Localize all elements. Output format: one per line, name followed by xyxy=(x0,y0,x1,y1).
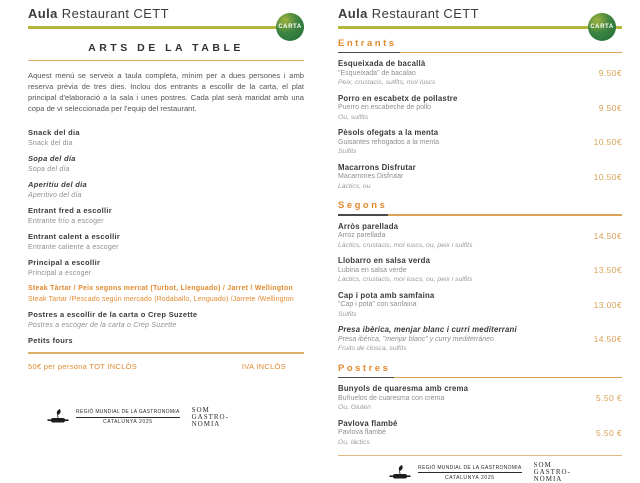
list-item xyxy=(28,207,304,227)
dish-name: Macarrons Disfrutar xyxy=(338,162,416,172)
header-rule xyxy=(28,26,304,29)
dish-name: Presa ibèrica, menjar blanc i curri mediterrani xyxy=(338,325,517,334)
leaf-pan-icon xyxy=(47,408,71,426)
dish-row xyxy=(338,222,622,251)
dish-translation: "Cap i pota" con sanfaina xyxy=(338,301,417,308)
section-title: Entrants xyxy=(338,37,397,49)
footer-logos xyxy=(0,407,276,428)
restaurant-title xyxy=(28,6,304,21)
section-segons xyxy=(338,200,622,354)
dish-allergens: Làctics, crustacis, mol·luscs, ou, peix i sulfits xyxy=(338,276,473,283)
dish-price: 10.50€ xyxy=(593,171,622,182)
course-list xyxy=(28,129,304,346)
dish-row xyxy=(338,94,622,123)
region-line1: REGIÓ MUNDIAL DE LA GASTRONOMIA xyxy=(76,409,180,418)
dish-allergens: Fruits de closca, sulfits xyxy=(338,345,407,352)
dish-allergens: Ou, sulfits xyxy=(338,113,369,121)
dish-allergens: Sulfits xyxy=(338,310,357,318)
dish-name: Pavlova flambé xyxy=(338,418,398,428)
dish-translation: Arroz parellada xyxy=(338,232,386,239)
course-translation: Principal a escoger xyxy=(28,270,92,277)
dish-name: Cap i pota amb samfaina xyxy=(338,290,435,300)
list-item xyxy=(28,129,304,149)
dish-row xyxy=(338,291,622,320)
dish-name: Porro en escabetx de pollastre xyxy=(338,93,458,103)
region-line2: CATALUNYA 2025 xyxy=(103,419,153,425)
brand-bold: Aula xyxy=(28,6,58,21)
brand-rest: Restaurant CETT xyxy=(61,6,169,21)
title-rule xyxy=(28,60,304,62)
dish-price: 9.50€ xyxy=(598,68,622,79)
dish-row xyxy=(338,128,622,157)
page-right xyxy=(338,6,622,483)
course-translation: Steak Tartar /Pescado según mercado (Rodaballo, Lenguado) /Jarrete /Wellington xyxy=(28,296,294,303)
dish-price: 14.50€ xyxy=(593,230,622,241)
dish-name: Esqueixada de bacallà xyxy=(338,59,426,68)
page-left xyxy=(28,6,304,428)
dish-allergens: Làctics, crustacis, mol·luscs, ou, peix i sulfits xyxy=(338,241,473,249)
list-item xyxy=(28,259,304,279)
course-name: Snack del dia xyxy=(28,128,80,137)
header-rule xyxy=(338,26,622,29)
dish-translation: Lubina en salsa verde xyxy=(338,266,407,274)
region-logo xyxy=(389,464,522,482)
list-item xyxy=(28,311,304,331)
dish-translation: Buñuelos de cuaresma con crema xyxy=(338,394,445,402)
menu-title: ARTS DE LA TABLE xyxy=(88,41,244,54)
course-translation: Sopa del día xyxy=(28,166,70,173)
course-name: Principal a escollir xyxy=(28,258,101,267)
section-title: Segons xyxy=(338,200,388,211)
dish-row xyxy=(338,59,622,88)
course-name: Petits fours xyxy=(28,336,73,345)
dish-translation: "Esqueixada" de bacalao xyxy=(338,69,416,77)
menu-intro: Aquest menú se serveix a taula completa, mínim per a dues persones i amb reserva prèvia de tres dies. Inclou dos entrants a escollir de la carta, el plat principal d'elaboració a la sala i unes postres. Cada plat serà maridat amb una copa de vi seleccionada per l'equip del restaurant. xyxy=(28,71,304,113)
dish-allergens: Peix, crustacis, sulfits, mol·luscs xyxy=(338,79,436,86)
carta-badge xyxy=(276,13,304,41)
list-item xyxy=(28,337,304,346)
dish-row xyxy=(338,384,622,413)
dish-price: 10.50€ xyxy=(593,137,622,148)
course-name: Entrant fred a escollir xyxy=(28,206,113,215)
section-rule xyxy=(338,214,622,216)
course-name: Aperitiu del dia xyxy=(28,180,87,189)
som-gastronomia-logo: SOM GASTRO- NOMIA xyxy=(191,405,229,428)
som-gastronomia-logo: SOM GASTRO- NOMIA xyxy=(533,461,571,483)
section-rule xyxy=(338,52,622,54)
brand-rest: Restaurant CETT xyxy=(371,6,479,21)
brand-bold: Aula xyxy=(338,6,368,21)
course-translation: Snack del dia xyxy=(28,140,73,147)
carta-badge-label: CARTA xyxy=(278,24,302,30)
dish-price: 9.50€ xyxy=(598,102,622,113)
dish-allergens: Ou, làctics xyxy=(338,438,370,446)
list-item xyxy=(28,181,304,201)
dish-name: Bunyols de quaresma amb crema xyxy=(338,384,469,393)
dish-row xyxy=(338,256,622,285)
dish-allergens: Sulfits xyxy=(338,148,357,155)
dish-price: 14.50€ xyxy=(593,334,622,345)
dish-row xyxy=(338,419,622,448)
carta-badge xyxy=(588,13,616,41)
dish-name: Llobarro en salsa verda xyxy=(338,256,431,265)
region-line1: REGIÓ MUNDIAL DE LA GASTRONOMIA xyxy=(418,465,522,474)
course-translation: Entrante caliente a escoger xyxy=(28,244,119,251)
dish-price: 13.00€ xyxy=(593,299,622,310)
leaf-pan-icon xyxy=(389,464,413,482)
dish-price: 13.50€ xyxy=(593,265,622,276)
course-name: Entrant calent a escollir xyxy=(28,232,121,241)
section-entrants xyxy=(338,38,622,192)
dish-price: 5.50 € xyxy=(595,393,622,404)
course-name: Postres a escollir de la carta o Crep Suzette xyxy=(28,310,198,319)
dish-row xyxy=(338,163,622,192)
course-translation: Postres a escoger de la carta o Crep Suzette xyxy=(28,322,177,329)
footer-logos xyxy=(338,462,622,483)
carta-badge-label: CARTA xyxy=(590,24,614,30)
dish-allergens: Ou, Gluten xyxy=(338,404,371,411)
dish-translation: Pavlova flambé xyxy=(338,429,386,436)
course-translation: Aperitivo del día xyxy=(28,192,82,199)
bottom-rule xyxy=(28,352,304,354)
dish-translation: Macarrones Disfrutar xyxy=(338,173,404,180)
section-rule xyxy=(338,377,622,379)
dish-row xyxy=(338,325,622,354)
region-logo xyxy=(47,408,180,426)
dish-name: Pèsols ofegats a la menta xyxy=(338,128,439,137)
dish-price: 5.50 € xyxy=(595,427,622,438)
section-postres xyxy=(338,363,622,448)
region-logo-text xyxy=(418,465,522,481)
dish-name: Arròs parellada xyxy=(338,221,399,231)
dish-translation: Guisantes rehogados a la menta xyxy=(338,138,440,146)
list-item xyxy=(28,155,304,175)
course-name: Steak Tàrtar / Peix segons mercat (Turbot, Llenguado) / Jarret / Wellington xyxy=(28,285,293,292)
bottom-rule xyxy=(338,455,622,456)
dish-allergens: Làctics, ou xyxy=(338,182,371,190)
region-logo-text xyxy=(76,409,180,425)
dish-translation: Presa ibérica, "menjar blanc" y curry mediterráneo xyxy=(338,335,494,343)
restaurant-title xyxy=(338,6,622,21)
price-notes xyxy=(28,362,304,371)
tax-note: IVA INCLÒS xyxy=(241,361,286,371)
price-per-person: 50€ per persona TOT INCLÒS xyxy=(28,361,138,371)
course-name: Sopa del día xyxy=(28,154,76,163)
dish-translation: Puerro en escabeche de pollo xyxy=(338,104,432,111)
region-line2: CATALUNYA 2025 xyxy=(445,474,495,481)
section-title: Postres xyxy=(338,362,391,374)
list-item xyxy=(28,285,304,305)
course-translation: Entrante frío a escoger xyxy=(28,218,104,225)
list-item xyxy=(28,233,304,253)
